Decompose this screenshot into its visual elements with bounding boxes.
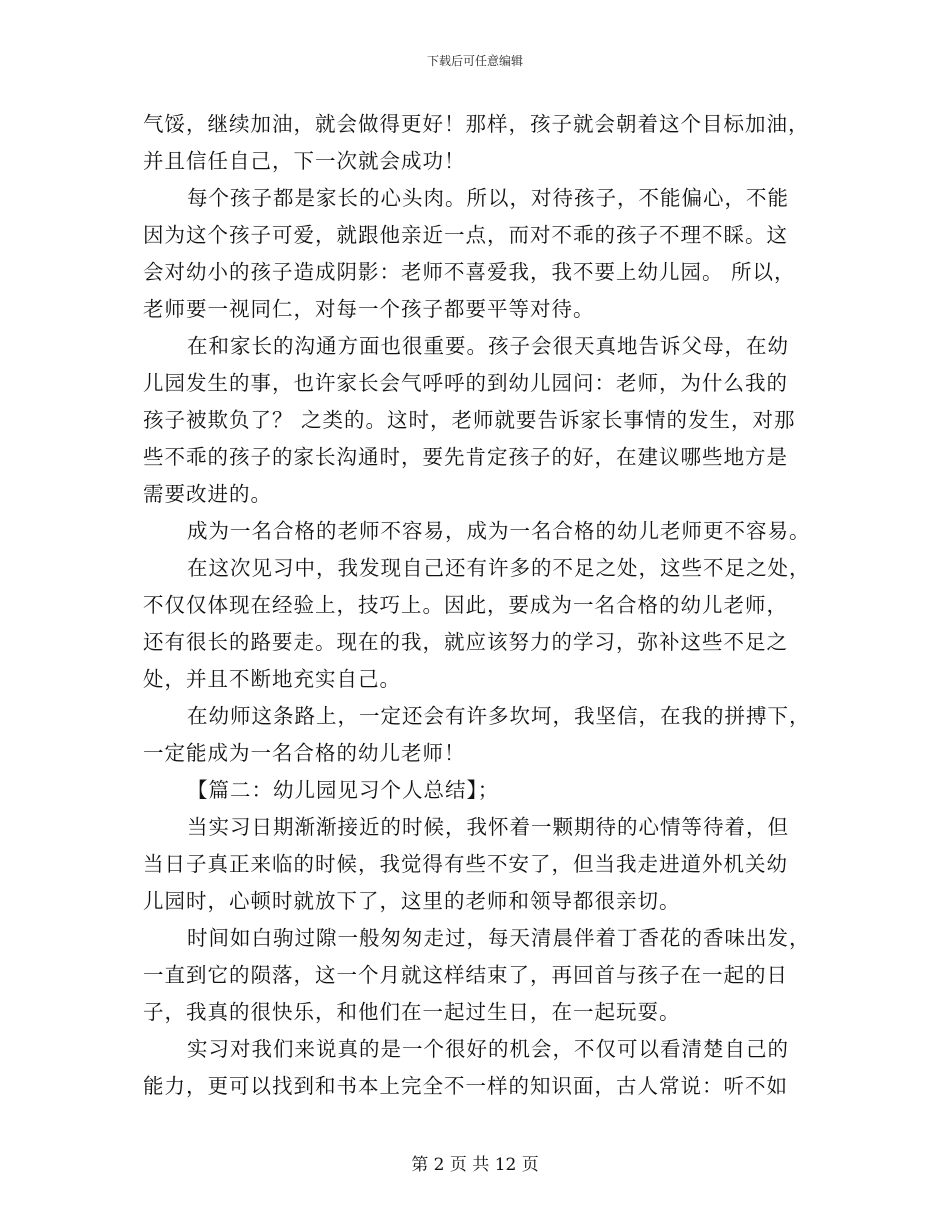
- text-line: 当日子真正来临的时候，我觉得有些不安了，但当我走进道外机关幼: [143, 852, 788, 876]
- text-line: 儿园时，心顿时就放下了，这里的老师和领导都很亲切。: [143, 889, 681, 913]
- text-line: 些不乖的孩子的家长沟通时，要先肯定孩子的好，在建议哪些地方是: [143, 445, 788, 469]
- text-line: 【篇二：幼儿园见习个人总结】；: [187, 778, 500, 802]
- text-line: 儿园发生的事，也许家长会气呼呼的到幼儿园问：老师，为什么我的: [143, 371, 788, 395]
- text-line: 每个孩子都是家长的心头肉。所以，对待孩子，不能偏心，不能: [187, 186, 789, 210]
- document-body: [143, 106, 811, 1105]
- text-line: 孩子被欺负了？ 之类的。这时，老师就要告诉家长事情的发生，对那: [143, 408, 796, 432]
- text-line: 一直到它的陨落，这一个月就这样结束了，再回首与孩子在一起的日: [143, 963, 788, 987]
- text-line: 在这次见习中，我发现自己还有许多的不足之处，这些不足之处，: [187, 556, 811, 580]
- text-line: 当实习日期渐渐接近的时候，我怀着一颗期待的心情等待着，但: [187, 815, 789, 839]
- text-line: 实习对我们来说真的是一个很好的机会，不仅可以看清楚自己的: [187, 1037, 789, 1061]
- page-header: 下载后可任意编辑: [426, 54, 523, 68]
- text-line: 不仅仅体现在经验上，技巧上。因此，要成为一名合格的幼儿老师，: [143, 593, 788, 617]
- text-line: 时间如白驹过隙一般匆匆走过，每天清晨伴着丁香花的香味出发，: [187, 926, 811, 950]
- text-line: 因为这个孩子可爱，就跟他亲近一点，而对不乖的孩子不理不睬。这: [143, 223, 788, 247]
- text-line: 处，并且不断地充实自己。: [143, 667, 401, 691]
- text-line: 在和家长的沟通方面也很重要。孩子会很天真地告诉父母，在幼: [187, 334, 789, 358]
- text-line: 会对幼小的孩子造成阴影：老师不喜爱我，我不要上幼儿园。 所以，: [143, 260, 796, 284]
- page-footer: 第 2 页 共 12 页: [411, 1155, 539, 1175]
- text-line: 成为一名合格的老师不容易，成为一名合格的幼儿老师更不容易。: [187, 519, 811, 543]
- text-line: 在幼师这条路上，一定还会有许多坎坷，我坚信，在我的拼搏下，: [187, 704, 811, 728]
- text-line: 能力，更可以找到和书本上完全不一样的知识面，古人常说：听不如: [143, 1074, 788, 1098]
- text-line: 一定能成为一名合格的幼儿老师！: [143, 741, 466, 765]
- text-line: 需要改进的。: [143, 482, 272, 506]
- text-line: 气馁，继续加油，就会做得更好！那样，孩子就会朝着这个目标加油，: [143, 112, 810, 136]
- text-line: 并且信任自己，下一次就会成功！: [143, 149, 466, 173]
- text-line: 子，我真的很快乐，和他们在一起过生日，在一起玩耍。: [143, 1000, 681, 1024]
- text-line: 老师要一视同仁，对每一个孩子都要平等对待。: [143, 297, 595, 321]
- text-line: 还有很长的路要走。现在的我，就应该努力的学习，弥补这些不足之: [143, 630, 788, 654]
